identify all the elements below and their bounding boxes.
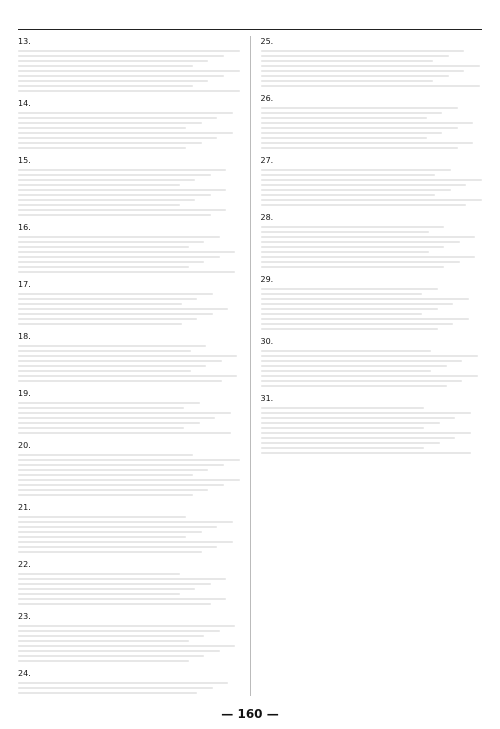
answer-placeholder-line (261, 179, 483, 181)
answer-placeholder-line (261, 323, 454, 325)
answer-placeholder-line (18, 474, 193, 476)
answer-placeholder-line (261, 147, 458, 149)
answer-placeholder-line (18, 469, 208, 471)
answer-placeholder-line (18, 137, 217, 139)
answer-placeholder-line (18, 645, 235, 647)
answer-placeholder-line (261, 189, 451, 191)
answer-placeholder-line (18, 489, 208, 491)
answer-placeholder-line (18, 122, 202, 124)
answer-placeholder-line (18, 241, 204, 243)
answer-placeholder-line (261, 251, 429, 253)
answer-placeholder-line (261, 385, 447, 387)
answer-placeholder-line (18, 375, 237, 377)
answer-placeholder-line (18, 370, 191, 372)
answer-placeholder-line (261, 122, 474, 124)
page-number: — 160 — (221, 707, 279, 721)
answer-placeholder-line (261, 355, 478, 357)
column-divider (250, 36, 251, 696)
answer-placeholder-line (261, 442, 440, 444)
answer-placeholder-line (261, 199, 483, 201)
answers-left-column (18, 36, 240, 696)
answer-number: 28. (260, 213, 274, 222)
answer-placeholder-line (18, 293, 213, 295)
answer-placeholder-line (18, 75, 224, 77)
answer-head (18, 36, 240, 47)
answer-placeholder-line (18, 660, 189, 662)
answer-placeholder-line (18, 516, 186, 518)
answer-placeholder-line (18, 573, 180, 575)
answer-item (18, 668, 240, 696)
answer-head (18, 331, 240, 342)
answer-number: 22. (18, 560, 31, 569)
answer-placeholder-line (18, 261, 204, 263)
answer-placeholder-line (18, 687, 213, 689)
answer-placeholder-line (261, 266, 445, 268)
answer-placeholder-line (18, 635, 204, 637)
answer-placeholder-line (18, 536, 186, 538)
answer-placeholder-line (18, 625, 235, 627)
answer-placeholder-line (18, 541, 233, 543)
answer-placeholder-line (261, 256, 476, 258)
answer-item (18, 611, 240, 662)
answer-placeholder-line (18, 308, 228, 310)
answer-placeholder-line (18, 521, 233, 523)
answer-placeholder-line (18, 593, 180, 595)
answer-number: 16. (18, 223, 31, 232)
answer-item (261, 336, 483, 387)
answer-number: 20. (18, 441, 31, 450)
answer-head (261, 336, 483, 347)
answer-placeholder-line (261, 80, 434, 82)
answer-head (18, 279, 240, 290)
answer-placeholder-line (18, 65, 193, 67)
answer-placeholder-line (18, 459, 240, 461)
answer-placeholder-line (18, 169, 226, 171)
answer-placeholder-line (18, 236, 220, 238)
answer-placeholder-line (261, 204, 467, 206)
answer-placeholder-line (18, 189, 226, 191)
answer-number: 15. (18, 156, 31, 165)
answer-placeholder-line (261, 427, 425, 429)
answer-placeholder-line (18, 682, 228, 684)
answer-placeholder-line (18, 360, 222, 362)
answer-number: 18. (18, 332, 31, 341)
answer-placeholder-line (18, 427, 184, 429)
answer-placeholder-line (18, 640, 189, 642)
answer-placeholder-line (261, 75, 449, 77)
answer-placeholder-line (18, 313, 213, 315)
answer-item (261, 212, 483, 268)
answer-placeholder-line (261, 174, 436, 176)
answer-placeholder-line (261, 127, 458, 129)
answer-placeholder-line (18, 318, 197, 320)
answer-placeholder-line (261, 452, 471, 454)
answer-placeholder-line (261, 298, 469, 300)
answer-placeholder-line (261, 112, 443, 114)
answer-number: 26. (260, 94, 274, 103)
answer-head (18, 388, 240, 399)
answer-placeholder-line (261, 308, 438, 310)
answer-placeholder-line (261, 107, 458, 109)
answer-placeholder-line (261, 137, 427, 139)
answer-placeholder-line (18, 380, 222, 382)
answer-placeholder-line (18, 209, 226, 211)
answer-placeholder-line (261, 365, 447, 367)
answer-item (18, 502, 240, 553)
answer-head (18, 502, 240, 513)
answer-placeholder-line (261, 293, 423, 295)
answer-placeholder-line (18, 526, 217, 528)
answer-head (261, 393, 483, 404)
answer-number: 25. (260, 37, 274, 46)
answer-placeholder-line (18, 598, 226, 600)
answer-placeholder-line (261, 328, 438, 330)
answer-placeholder-line (18, 251, 235, 253)
answer-number: 24. (18, 669, 31, 678)
answer-placeholder-line (261, 85, 480, 87)
answer-item (18, 388, 240, 434)
answer-placeholder-line (18, 603, 211, 605)
answer-placeholder-line (18, 298, 197, 300)
answer-placeholder-line (261, 60, 434, 62)
answer-placeholder-line (261, 132, 443, 134)
answers-columns (18, 36, 482, 696)
answer-head (18, 611, 240, 622)
answer-placeholder-line (261, 261, 460, 263)
answer-placeholder-line (18, 432, 231, 434)
answer-placeholder-line (261, 50, 465, 52)
answer-head (261, 93, 483, 104)
answer-placeholder-line (261, 142, 474, 144)
answer-placeholder-line (261, 318, 469, 320)
answer-placeholder-line (18, 60, 208, 62)
answer-placeholder-line (18, 271, 235, 273)
answer-placeholder-line (261, 360, 463, 362)
answer-placeholder-line (18, 578, 226, 580)
answer-number: 19. (18, 389, 31, 398)
answer-head (261, 274, 483, 285)
answer-placeholder-line (261, 437, 456, 439)
answer-item (18, 155, 240, 216)
answer-placeholder-line (18, 365, 206, 367)
answer-placeholder-line (18, 132, 233, 134)
answer-placeholder-line (18, 464, 224, 466)
answer-placeholder-line (18, 422, 200, 424)
answer-placeholder-line (18, 70, 240, 72)
answer-placeholder-line (18, 484, 224, 486)
answer-placeholder-line (261, 246, 445, 248)
answer-number: 30. (260, 337, 274, 346)
answer-placeholder-line (18, 179, 195, 181)
answer-item (261, 155, 483, 206)
answer-number: 27. (260, 156, 274, 165)
answer-head (261, 212, 483, 223)
answer-item (18, 279, 240, 325)
answer-placeholder-line (18, 588, 195, 590)
answer-placeholder-line (18, 90, 240, 92)
answer-placeholder-line (18, 112, 233, 114)
answer-placeholder-line (18, 402, 200, 404)
page-footer (0, 705, 500, 723)
answer-item (18, 98, 240, 149)
answer-placeholder-line (261, 55, 449, 57)
answer-number: 23. (18, 612, 31, 621)
answer-placeholder-line (261, 194, 436, 196)
answer-placeholder-line (261, 231, 429, 233)
answer-head (18, 668, 240, 679)
answer-item (18, 222, 240, 273)
answer-item (261, 274, 483, 330)
answer-number: 31. (260, 394, 274, 403)
answer-placeholder-line (18, 355, 237, 357)
answer-item (18, 36, 240, 92)
answer-placeholder-line (261, 380, 463, 382)
answer-placeholder-line (261, 65, 480, 67)
answer-item (18, 559, 240, 605)
answer-placeholder-line (18, 184, 180, 186)
answer-placeholder-line (18, 266, 189, 268)
answer-placeholder-line (18, 350, 191, 352)
answer-head (261, 155, 483, 166)
answer-placeholder-line (18, 55, 224, 57)
answer-placeholder-line (261, 370, 432, 372)
answer-placeholder-line (18, 454, 193, 456)
answer-placeholder-line (18, 85, 193, 87)
answer-placeholder-line (261, 375, 478, 377)
answer-placeholder-line (261, 447, 425, 449)
answer-placeholder-line (18, 117, 217, 119)
answer-placeholder-line (261, 313, 423, 315)
answer-placeholder-line (18, 417, 215, 419)
answer-number: 13. (18, 37, 31, 46)
answer-placeholder-line (18, 204, 180, 206)
answer-placeholder-line (18, 531, 202, 533)
answer-placeholder-line (261, 350, 432, 352)
answer-placeholder-line (261, 303, 454, 305)
answer-item (261, 93, 483, 149)
answer-placeholder-line (18, 50, 240, 52)
answer-placeholder-line (18, 407, 184, 409)
answer-item (261, 36, 483, 87)
answer-number: 29. (260, 275, 274, 284)
answer-head (261, 36, 483, 47)
page-header (18, 8, 482, 30)
answer-placeholder-line (261, 184, 467, 186)
answer-placeholder-line (261, 407, 425, 409)
answer-placeholder-line (261, 412, 471, 414)
answer-placeholder-line (18, 199, 195, 201)
answer-number: 21. (18, 503, 31, 512)
answer-placeholder-line (18, 323, 182, 325)
answer-placeholder-line (18, 412, 231, 414)
answer-placeholder-line (18, 630, 220, 632)
answer-placeholder-line (18, 174, 211, 176)
answer-placeholder-line (18, 80, 208, 82)
answer-placeholder-line (18, 256, 220, 258)
answer-placeholder-line (18, 692, 197, 694)
answer-head (18, 155, 240, 166)
answer-head (18, 98, 240, 109)
answer-placeholder-line (18, 494, 193, 496)
answer-placeholder-line (261, 236, 476, 238)
answer-head (18, 440, 240, 451)
answer-number: 17. (18, 280, 31, 289)
answer-head (18, 559, 240, 570)
answer-head (18, 222, 240, 233)
answer-placeholder-line (18, 479, 240, 481)
answer-placeholder-line (18, 127, 186, 129)
answer-placeholder-line (261, 288, 438, 290)
answer-placeholder-line (261, 226, 445, 228)
answer-placeholder-line (261, 432, 471, 434)
answer-placeholder-line (261, 417, 456, 419)
answer-placeholder-line (18, 246, 189, 248)
answer-placeholder-line (18, 655, 204, 657)
answer-placeholder-line (18, 142, 202, 144)
answer-item (18, 331, 240, 382)
answer-placeholder-line (18, 546, 217, 548)
answer-placeholder-line (18, 214, 211, 216)
answer-placeholder-line (261, 117, 427, 119)
answer-item (261, 393, 483, 454)
answers-right-column (261, 36, 483, 696)
answer-placeholder-line (261, 241, 460, 243)
answer-placeholder-line (18, 147, 186, 149)
answer-placeholder-line (18, 194, 211, 196)
answer-item (18, 440, 240, 496)
answer-placeholder-line (18, 303, 182, 305)
answer-placeholder-line (18, 345, 206, 347)
answer-number: 14. (18, 99, 31, 108)
answer-placeholder-line (261, 169, 451, 171)
answer-placeholder-line (18, 551, 202, 553)
answer-placeholder-line (261, 422, 440, 424)
answer-placeholder-line (18, 583, 211, 585)
answer-placeholder-line (261, 70, 465, 72)
answer-placeholder-line (18, 650, 220, 652)
